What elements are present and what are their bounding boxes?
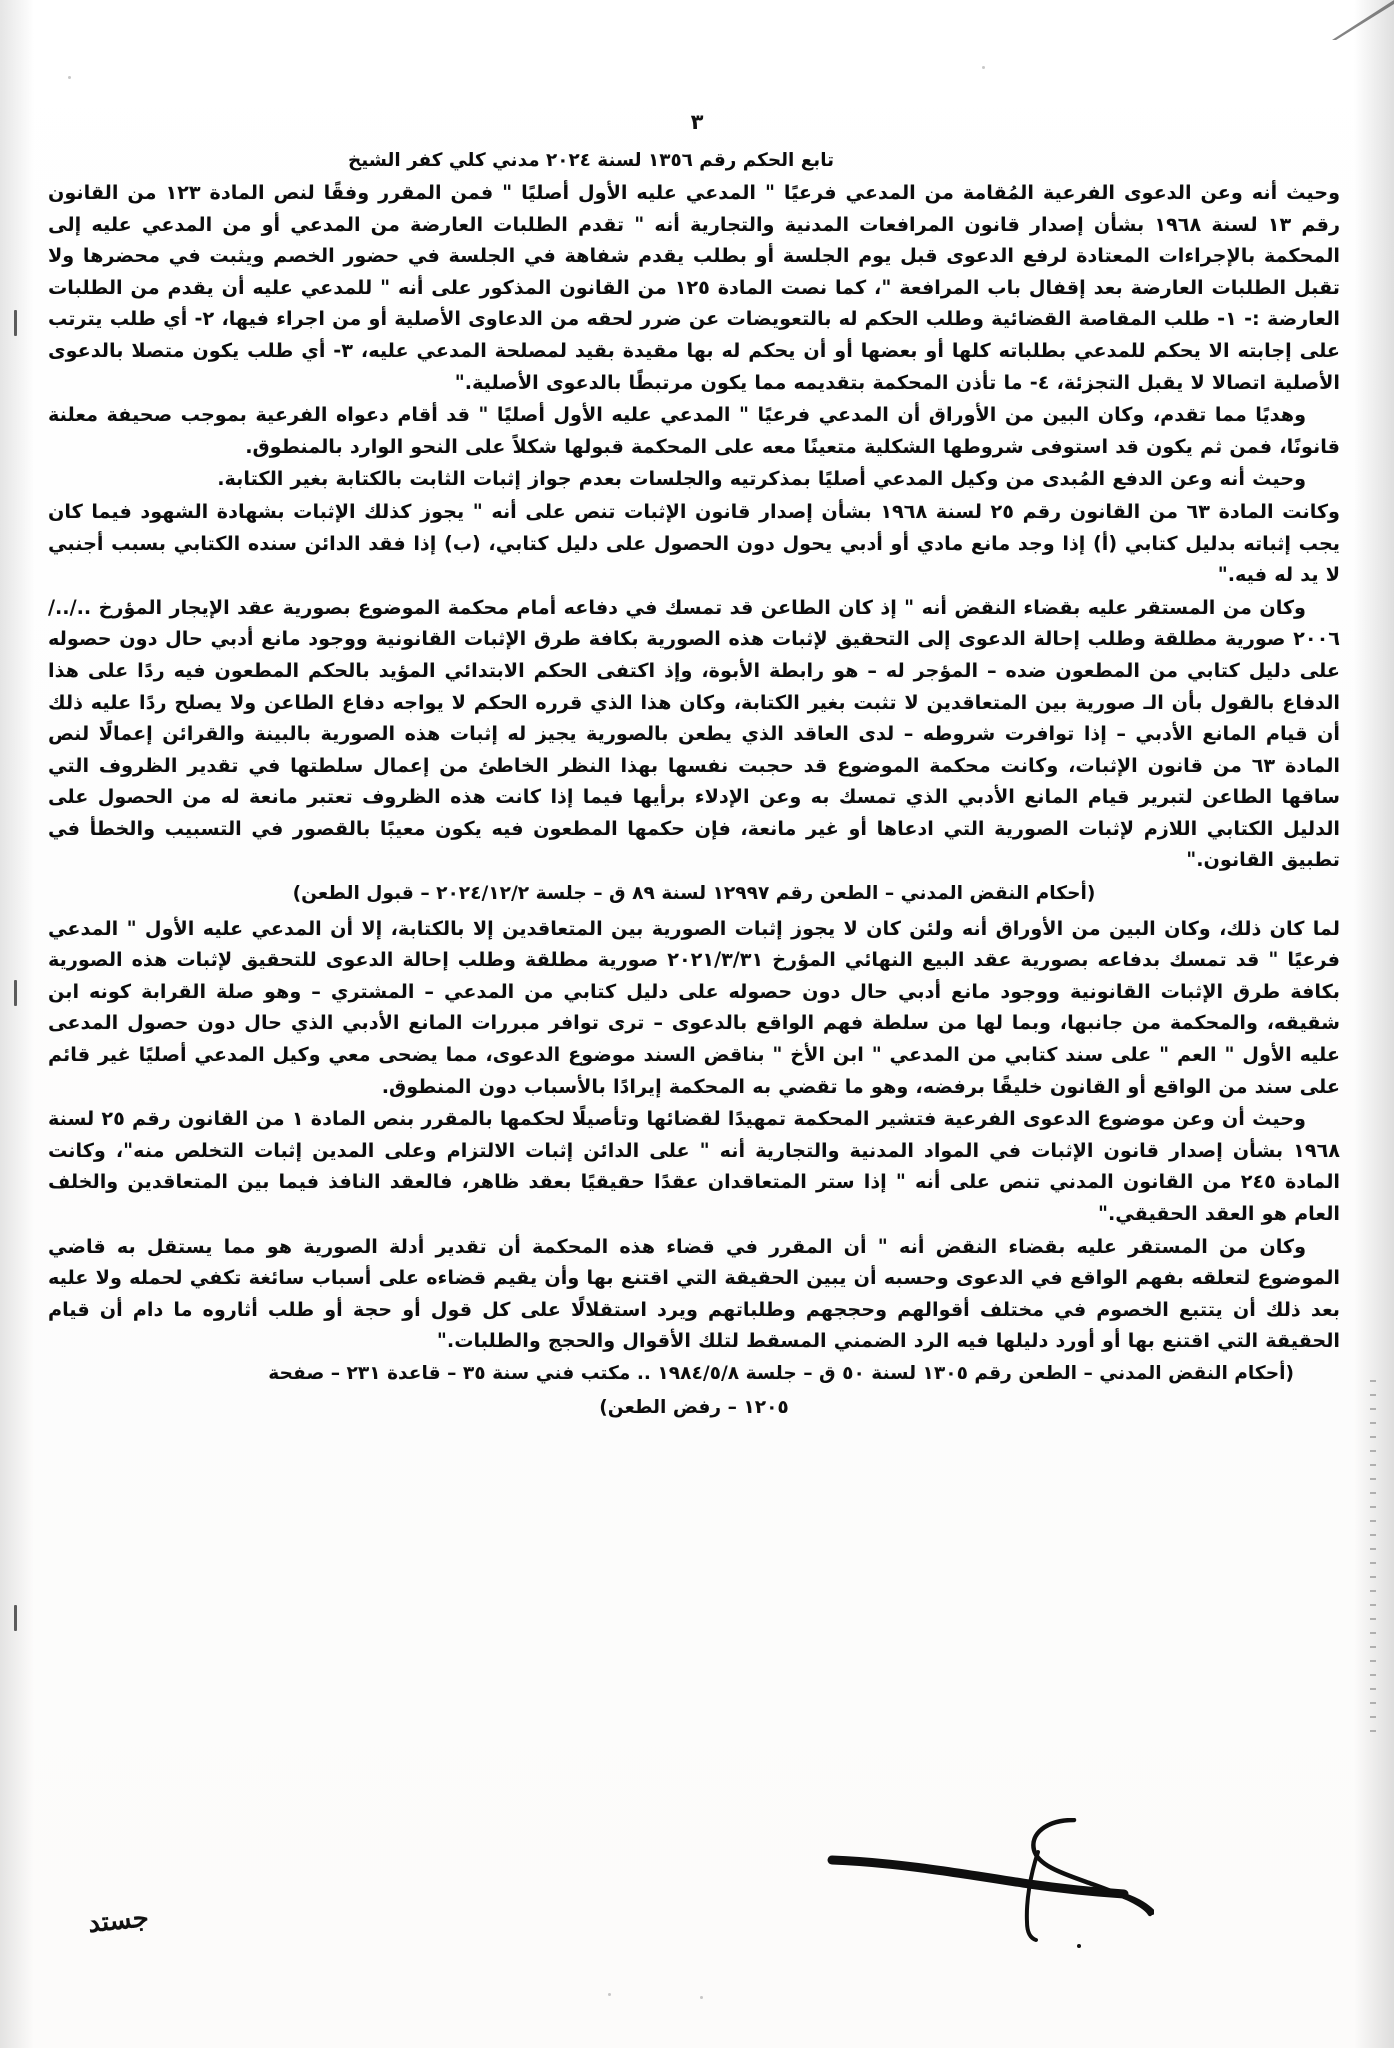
document-header-line: تابع الحكم رقم ١٣٥٦ لسنة ٢٠٢٤ مدني كلي كفر الشيخ [348, 150, 835, 171]
paragraph: وحيث أن وعن موضوع الدعوى الفرعية فتشير المحكمة تمهيدًا لقضائها وتأصيلًا لحكمها بالمقرر بنص المادة ١ من القانون رقم ٢٥ لسنة ١٩٦٨ بشأن إصدار قانون الإثبات في المواد المدنية والتجارية أنه " على الدائن إثبات الالتزام وعلى المدين إثبات التخلص منه"، وكانت المادة ٢٤٥ من القانون المدني تنص على أنه " إذا ستر المتعاقدان عقدًا حقيقيًا بعقد ظاهر، فالعقد النافذ فيما بين المتعاقدين والخلف العام هو العقد الحقيقي." [48, 1107, 1340, 1225]
signature-dot [1077, 1944, 1081, 1948]
citation: ١٢٠٥ – رفض الطعن) [599, 1396, 789, 1418]
margin-tick [14, 310, 17, 336]
paragraph: وهديًا مما تقدم، وكان البين من الأوراق أن المدعي فرعيًا " المدعي عليه الأول أصليًا " قد أقام دعواه الفرعية بموجب صحيفة معلنة قانونًا، فمن ثم يكون قد استوفى شروطها الشكلية متعينًا معه على المحكمة قبولها شكلاً على النحو الوارد بالمنطوق. [48, 403, 1340, 458]
page-number: ٣ [690, 110, 704, 134]
handwritten-signature-icon [824, 1818, 1154, 1968]
judgment-body [48, 148, 1340, 1427]
paragraph: وكان من المستقر عليه بقضاء النقض أنه " أن المقرر في قضاء هذه المحكمة أن تقدير أدلة الصورية هو مما يستقل به قاضي الموضوع لتعلقه بفهم الواقع في الدعوى وحسبه أن يبين الحقيقة التي اقتنع بها وأن يقيم قضاءه على أسباب سائغة تكفي لحمله ولا عليه بعد ذلك أن يتتبع الخصوم في مختلف أقوالهم وحججهم وطلباتهم ويرد استقلالًا على كل قول أو حجة أو طلب أثاروه ما دام أن قيام الحقيقة التي اقتنع بها أو أورد دليلها فيه الرد الضمني المسقط لتلك الأقوال والحجج والطلبات." [48, 1234, 1340, 1353]
scan-speck [982, 66, 985, 69]
scan-edge-shadow-left [0, 0, 34, 2048]
paragraph: وكان من المستقر عليه بقضاء النقض أنه " إذ كان الطاعن قد تمسك في دفاعه أمام محكمة الموضوع بصورية عقد الإيجار المؤرخ ../../٢٠٠٦ صورية مطلقة وطلب إحالة الدعوى إلى التحقيق لإثبات هذه الصورية بكافة طرق الإثبات القانونية ووجود مانع أدبي حال دون حصوله على دليل كتابي من المطعون ضده – المؤجر له – هو رابطة الأبوة، وإذ اكتفى الحكم الابتدائي المؤيد بالحكم المطعون فيه ردًا على هذا الدفاع بالقول بأن الـ صورية بين المتعاقدين لا تثبت بغير الكتابة، وكان هذا الذي قرره الحكم لا يواجه دفاع الطاعن ولا يصلح ردًا عليه ذلك أن قيام المانع الأدبي – إذا توافرت شروطه – لدى العاقد الذي يطعن بالصورية يجيز له إثبات هذه الصورية بالبينة والقرائن إعمالًا لنص المادة ٦٣ من قانون الإثبات، وكانت محكمة الموضوع قد حجبت نفسها بهذا النظر الخاطئ من إعمال سلطتها في تقدير الظروف التي ساقها الطاعن لتبرير قيام المانع الأدبي الذي تمسك به وعن الإدلاء برأيها فيما إذا كانت هذه الظروف تعتبر مانعة له من الحصول على الدليل الكتابي اللازم لإثبات الصورية التي ادعاها أو غير مانعة، فإن حكمها المطعون فيه يكون معيبًا بالقصور في التسبيب والخطأ في تطبيق القانون." [48, 595, 1340, 872]
paragraph: لما كان ذلك، وكان البين من الأوراق أنه ولئن كان لا يجوز إثبات الصورية بين المتعاقدين إلا بالكتابة، إلا أن المدعي عليه الأول " المدعي فرعيًا " قد تمسك بدفاعه بصورية عقد البيع النهائي المؤرخ ٢٠٢١/٣/٣١ صورية مطلقة وطلب إحالة الدعوى للتحقيق لإثبات هذه الصورية بكافة طرق الإثبات القانونية ووجود مانع أدبي حال دون حصوله على دليل كتابي من المدعي – المشتري – وهو صلة القرابة كونه ابن شقيقه، والمحكمة من جانبها، وبما لها من سلطة فهم الواقع بالدعوى – ترى توافر مبررات المانع الأدبي الذي حال دون حصول المدعى عليه الأول " العم " على سند كتابي من المدعي " ابن الأخ " بناقض السند موضوع الدعوى، مما يضحى معي وكيل المدعي أصليًا غير قائم على سند من الواقع أو القانون خليقًا برفضه، وهو ما تقضي به المحكمة إيرادًا بالأسباب دون المنطوق. [48, 916, 1340, 1098]
margin-tick [14, 1605, 17, 1631]
citation: (أحكام النقض المدني – الطعن رقم ١٣٠٥ لسنة ٥٠ ق – جلسة ١٩٨٤/٥/٨ .. مكتب فني سنة ٣٥ – قاعدة ٢٣١ – صفحة [268, 1362, 1294, 1384]
scan-edge-shadow-right [1354, 0, 1394, 2048]
scan-speck [68, 76, 71, 79]
paragraph: وحيث أنه وعن الدعوى الفرعية المُقامة من المدعي فرعيًا " المدعي عليه الأول أصليًا " فمن المقرر وفقًا لنص المادة ١٢٣ من القانون رقم ١٣ لسنة ١٩٦٨ بشأن إصدار قانون المرافعات المدنية والتجارية أنه " تقدم الطلبات العارضة من المدعي أو من المدعي عليه إلى المحكمة بالإجراءات المعتادة لرفع الدعوى قبل يوم الجلسة أو بطلب يقدم شفاهة في الجلسة في حضور الخصم ويثبت في محضرها ولا تقبل الطلبات العارضة بعد إقفال باب المرافعة "، كما نصت المادة ١٢٥ من القانون المذكور على أنه " للمدعي عليه أن يقدم من الطلبات العارضة :- ١- طلب المقاصة القضائية وطلب الحكم له بالتعويضات عن ضرر لحقه من الدعاوى الأصلية أو من اجراء فيها، ٢- أي طلب يترتب على إجابته الا يحكم للمدعي بطلباته كلها أو بعضها أو أن يحكم له بها مقيدة بقيد لمصلحة المدعي عليه، ٣- أي طلب يكون متصلا بالدعوى الأصلية اتصالا لا يقبل التجزئة، ٤- ما تأذن المحكمة بتقديمه مما يكون مرتبطًا بالدعوى الأصلية." [48, 181, 1341, 394]
margin-tick [14, 980, 17, 1006]
page-corner-fold-icon [1274, 0, 1394, 40]
initials-annotation: جستد [86, 1902, 151, 1940]
citation: (أحكام النقض المدني – الطعن رقم ١٢٩٩٧ لسنة ٨٩ ق – جلسة ٢٠٢٤/١٢/٢ – قبول الطعن) [292, 883, 1096, 905]
paragraph: وكانت المادة ٦٣ من القانون رقم ٢٥ لسنة ١٩٦٨ بشأن إصدار قانون الإثبات تنص على أنه " يجوز كذلك الإثبات بشهادة الشهود فيما كان يجب إثباته بدليل كتابي (أ) إذا وجد مانع مادي أو أدبي يحول دون الحصول على دليل كتابي، (ب) إذا فقد الدائن سنده الكتابي بسبب أجنبي لا يد له فيه." [48, 499, 1340, 587]
paragraph: وحيث أنه وعن الدفع المُبدى من وكيل المدعي أصليًا بمذكرتيه والجلسات بعدم جواز إثبات الثابت بالكتابة بغير الكتابة. [217, 467, 1306, 491]
signature-block [0, 1818, 1394, 2048]
scan-edge-marks [1370, 1380, 1376, 1740]
